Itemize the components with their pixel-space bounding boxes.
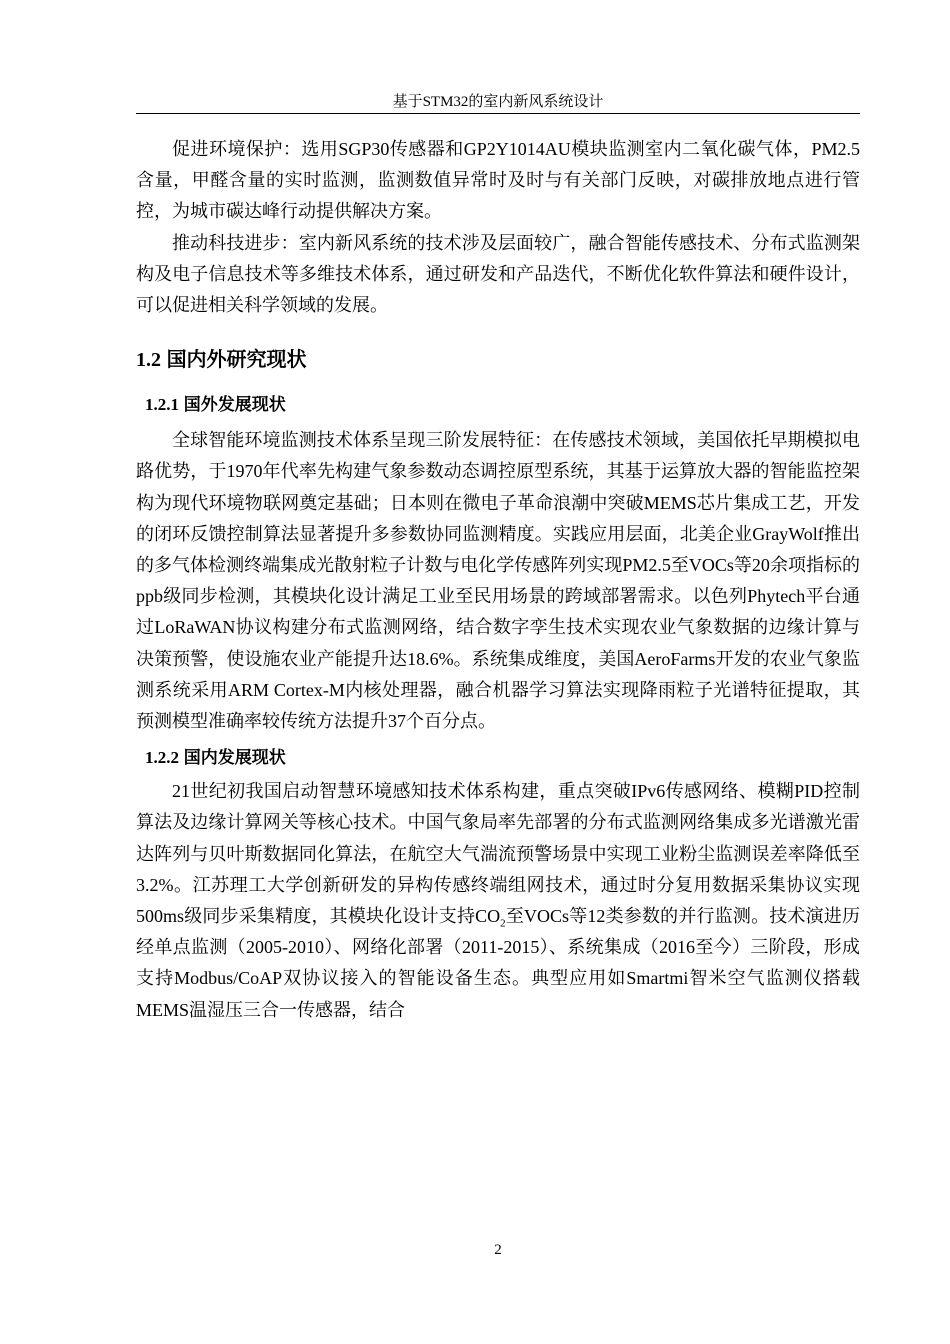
page-content [136,134,860,1026]
section-title: 国内外研究现状 [166,349,307,372]
section-number: 1.2 [136,349,161,372]
co2-subscript: 2 [500,917,506,930]
subsection-heading-1-2-1 [145,393,860,417]
subsection-title: 国内发展现状 [183,748,286,768]
subsection-number: 1.2.2 [145,748,179,768]
subsection-title: 国外发展现状 [183,395,286,415]
paragraph-foreign-status: 全球智能环境监测技术体系呈现三阶发展特征：在传感技术领域，美国依托早期模拟电路优势，于1970年代率先构建气象参数动态调控原型系统，其基于运算放大器的智能监控架构为现代环境物联网奠定基础；日本则在微电子革命浪潮中突破MEMS芯片集成工艺，开发的闭环反馈控制算法显著提升多参数协同监测精度。实践应用层面，北美企业GrayWolf推出的多气体检测终端集成光散射粒子计数与电化学传感阵列实现PM2.5至VOCs等20余项指标的ppb级同步检测，其模块化设计满足工业至民用场景的跨域部署需求。以色列Phytech平台通过LoRaWAN协议构建分布式监测网络，结合数字孪生技术实现农业气象数据的边缘计算与决策预警，使设施农业产能提升达18.6%。系统集成维度，美国AeroFarms开发的农业气象监测系统采用ARM Cortex-M内核处理器，融合机器学习算法实现降雨粒子光谱特征提取，其预测模型准确率较传统方法提升37个百分点。 [136,430,860,732]
subsection-number: 1.2.1 [145,395,179,415]
page-number: 2 [494,1242,502,1258]
paragraph-technology: 推动科技进步：室内新风系统的技术涉及层面较广，融合智能传感技术、分布式监测架构及电子信息技术等多维技术体系，通过研发和产品迭代，不断优化软件算法和硬件设计，可以促进相关科学领域的发展。 [136,232,860,316]
section-heading-1-2 [136,346,860,374]
header-rule [136,113,860,114]
domestic-text-part-2: 至VOCs等12类参数的并行监测。技术演进历经单点监测（2005-2010）、网络化部署（2011-2015）、系统集成（2016至今）三阶段，形成支持Modbus/CoAP双协议接入的智能设备生态。典型应用如Smartmi智米空气监测仪搭载MEMS温湿压三合一传感器，结合 [136,906,860,1020]
running-header: 基于STM32的室内新风系统设计 [392,94,604,110]
paragraph-domestic-status [136,776,860,1026]
subsection-heading-1-2-2 [145,746,860,770]
paragraph-environment: 促进环境保护：选用SGP30传感器和GP2Y1014AU模块监测室内二氧化碳气体，PM2.5含量，甲醛含量的实时监测，监测数值异常时及时与有关部门反映，对碳排放地点进行管控，为城市碳达峰行动提供解决方案。 [136,139,860,222]
domestic-text-part-1: 21世纪初我国启动智慧环境感知技术体系构建，重点突破IPv6传感网络、模糊PID控制算法及边缘计算网关等核心技术。中国气象局率先部署的分布式监测网络集成多光谱激光雷达阵列与贝叶斯数据同化算法，在航空大气湍流预警场景中实现工业粉尘监测误差率降低至3.2%。江苏理工大学创新研发的异构传感终端组网技术，通过时分复用数据采集协议实现500ms级同步采集精度，其模块化设计支持CO [136,781,860,927]
